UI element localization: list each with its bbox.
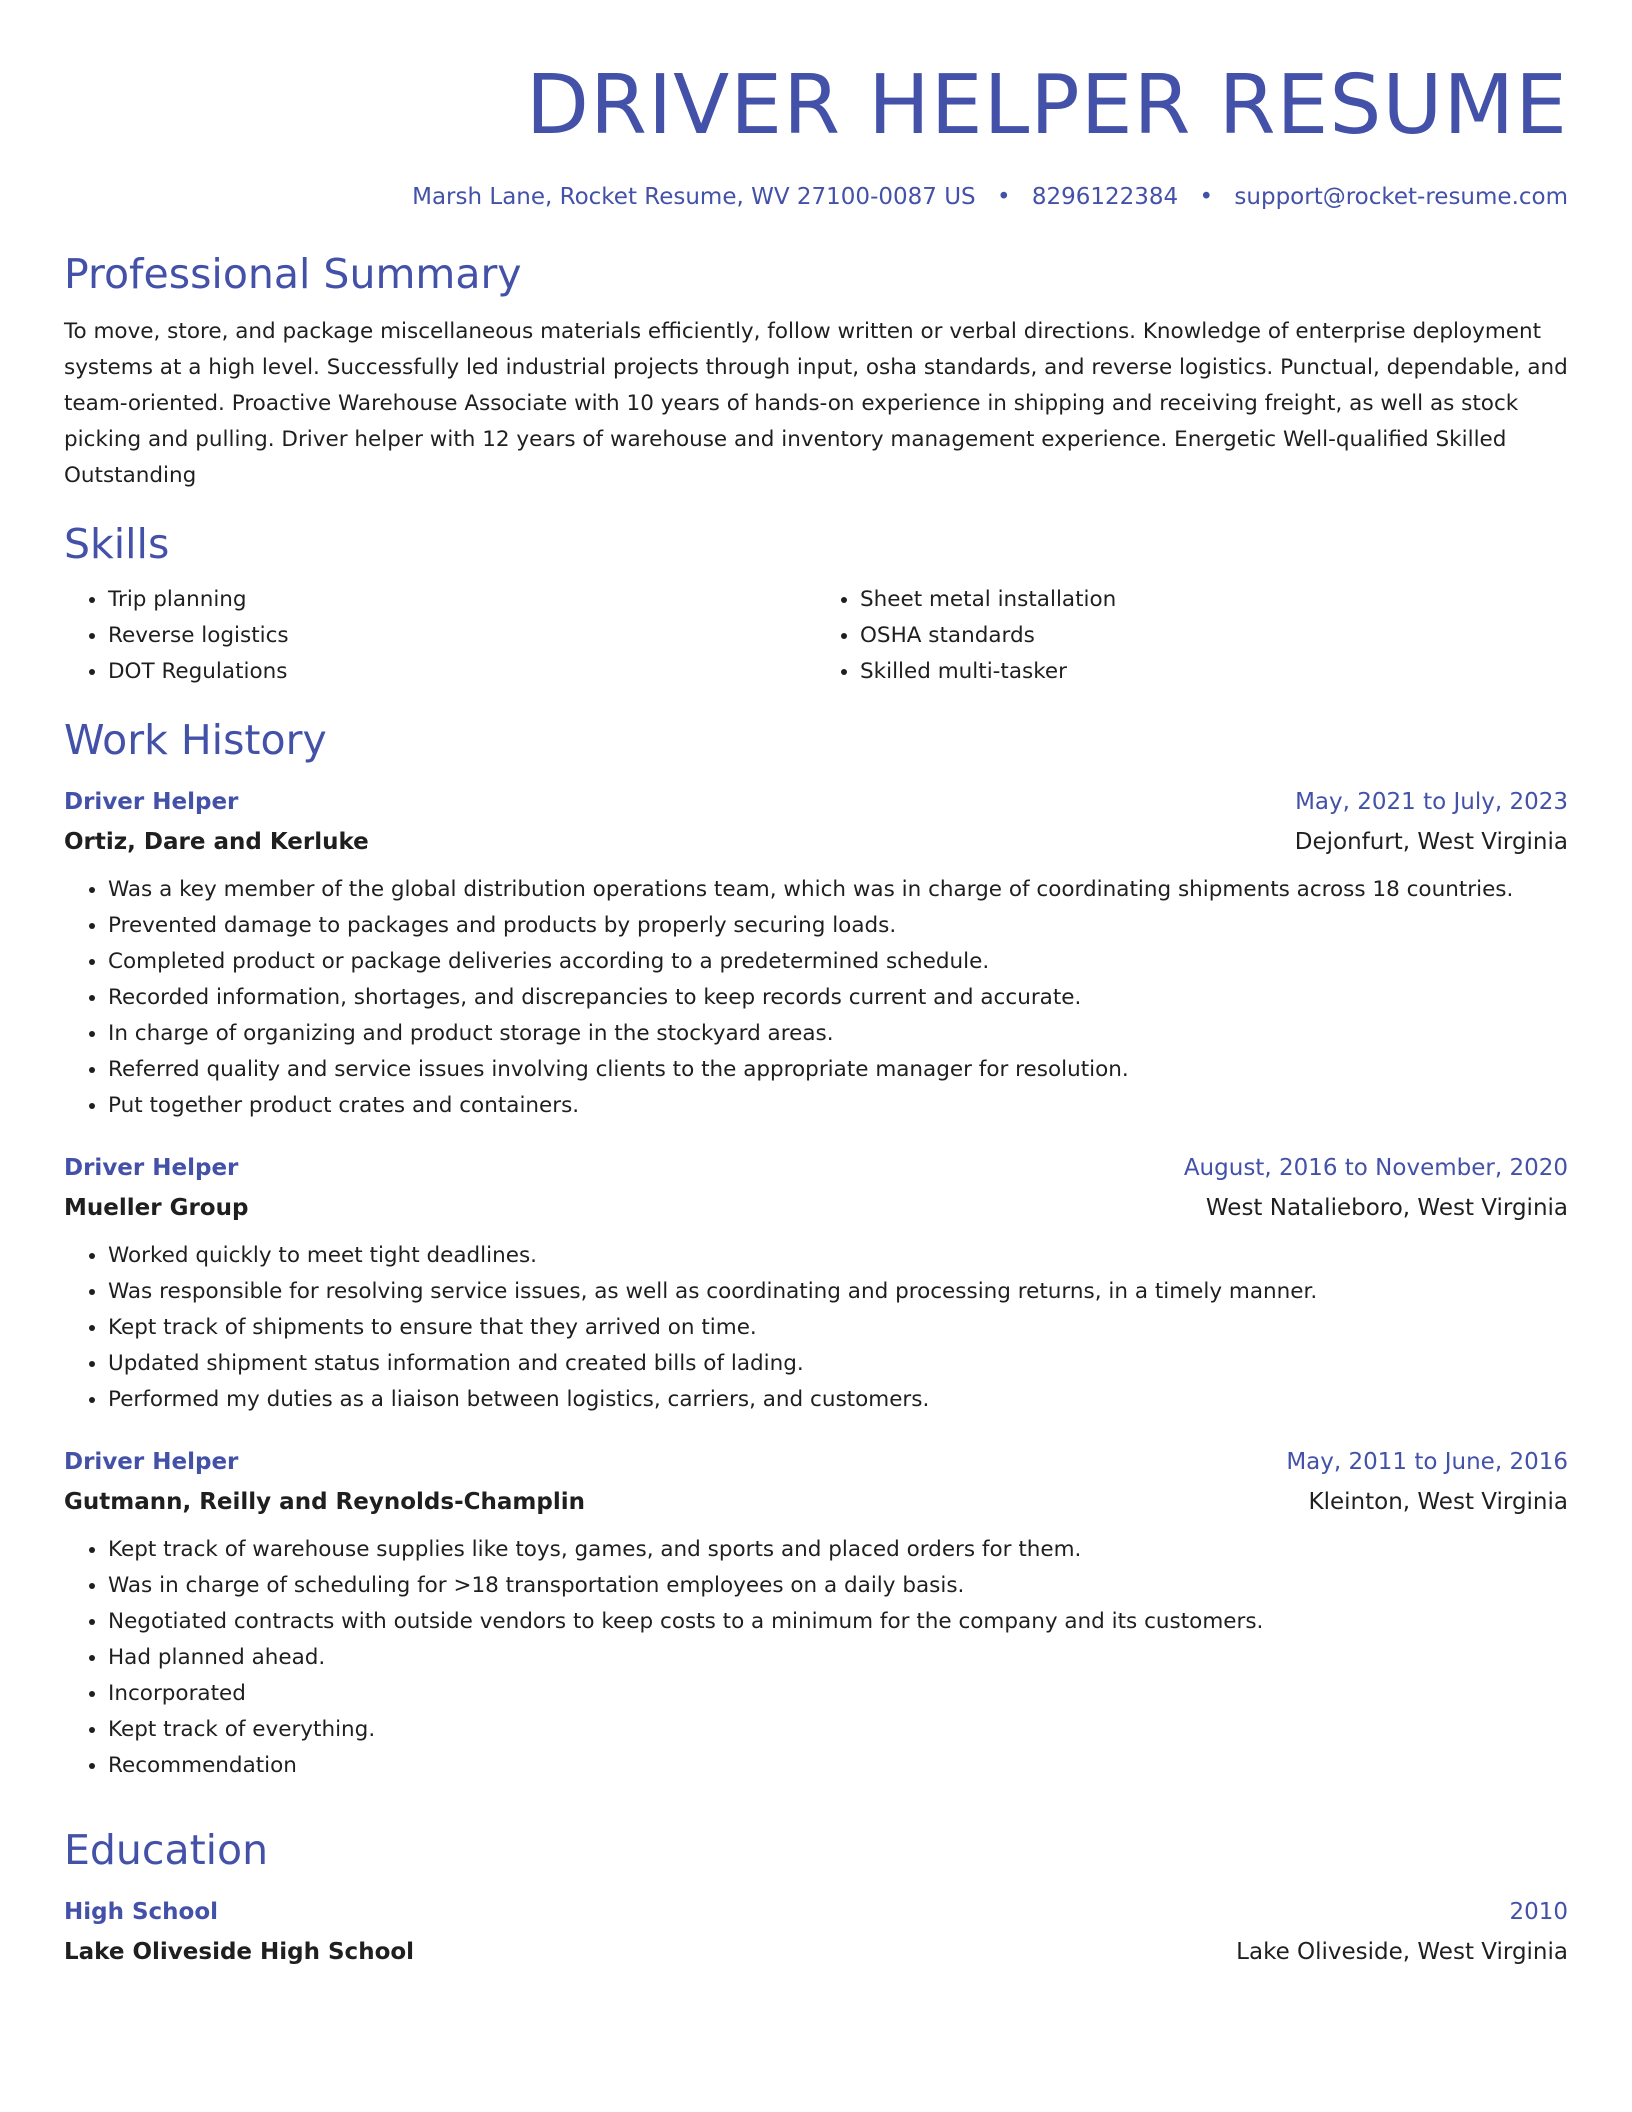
education-entry [64, 1896, 1568, 1968]
job-bullet: • Incorporated [108, 1676, 1568, 1712]
education-degree: High School [64, 1899, 219, 1925]
contact-address: Marsh Lane, Rocket Resume, WV 27100-0087 US [412, 184, 976, 210]
job-bullet: • Negotiated contracts with outside vendors to keep costs to a minimum for the company and its customers. [108, 1604, 1568, 1640]
job-bullet: • Put together product crates and containers. [108, 1088, 1568, 1124]
skill-item: • Trip planning [108, 582, 816, 618]
job-location: Kleinton, West Virginia [1308, 1489, 1568, 1515]
job-bullet: • Was in charge of scheduling for >18 transportation employees on a daily basis. [108, 1568, 1568, 1604]
summary-heading: Professional Summary [64, 250, 522, 298]
job-title: Driver Helper [64, 1449, 239, 1475]
job-company: Mueller Group [64, 1195, 249, 1221]
skill-item: • Reverse logistics [108, 618, 816, 654]
job-bullets [64, 872, 1568, 1124]
education-location: Lake Oliveside, West Virginia [1236, 1939, 1568, 1965]
job-dates: May, 2021 to July, 2023 [1295, 789, 1568, 815]
job-bullet: • Worked quickly to meet tight deadlines. [108, 1238, 1568, 1274]
job-bullet: • Kept track of warehouse supplies like toys, games, and sports and placed orders for them. [108, 1532, 1568, 1568]
skills-column-left [64, 582, 816, 690]
job-bullets [64, 1532, 1568, 1784]
job-dates: May, 2011 to June, 2016 [1286, 1449, 1568, 1475]
job-bullet: • Referred quality and service issues involving clients to the appropriate manager for resolution. [108, 1052, 1568, 1088]
skill-item: • DOT Regulations [108, 654, 816, 690]
education-year: 2010 [1509, 1899, 1568, 1925]
summary-text: To move, store, and package miscellaneous materials efficiently, follow written or verbal directions. Knowledge of enterprise deployment systems at a high level. Successfully led industrial projects through input, osha standards, and reverse logistics. Punctual, dependable, and team-oriented. Proactive Warehouse Associate with 10 years of hands-on experience in shipping and receiving freight, as well as stock picking and pulling. Driver helper with 12 years of warehouse and inventory management experience. Energetic Well-qualified Skilled Outstanding [64, 319, 1568, 488]
contact-phone: 8296122384 [1031, 184, 1179, 210]
job-location: Dejonfurt, West Virginia [1294, 829, 1568, 855]
job-bullet: • Kept track of everything. [108, 1712, 1568, 1748]
job-bullet: • Recommendation [108, 1748, 1568, 1784]
resume-title: DRIVER HELPER RESUME [525, 58, 1568, 153]
skill-item: • Sheet metal installation [860, 582, 1568, 618]
resume-header [64, 58, 1568, 212]
job-company: Ortiz, Dare and Kerluke [64, 829, 369, 855]
skill-item: • Skilled multi-tasker [860, 654, 1568, 690]
contact-email: support@rocket-resume.com [1234, 184, 1568, 210]
job-entry [64, 1152, 1568, 1418]
job-bullet: • Prevented damage to packages and products by properly securing loads. [108, 908, 1568, 944]
job-bullet: • Updated shipment status information and created bills of lading. [108, 1346, 1568, 1382]
skills-heading: Skills [64, 520, 170, 568]
contact-separator: • [1199, 184, 1214, 210]
contact-separator: • [996, 184, 1011, 210]
job-entry [64, 1446, 1568, 1784]
job-bullet: • Performed my duties as a liaison between logistics, carriers, and customers. [108, 1382, 1568, 1418]
job-bullet: • Had planned ahead. [108, 1640, 1568, 1676]
skills-column-right [816, 582, 1568, 690]
job-bullet: • Was responsible for resolving service issues, as well as coordinating and processing returns, in a timely manner. [108, 1274, 1568, 1310]
job-dates: August, 2016 to November, 2020 [1183, 1155, 1568, 1181]
education-school: Lake Oliveside High School [64, 1939, 415, 1965]
work-history-heading: Work History [64, 716, 327, 764]
job-title: Driver Helper [64, 1155, 239, 1181]
job-location: West Natalieboro, West Virginia [1205, 1195, 1568, 1221]
job-bullet: • Was a key member of the global distribution operations team, which was in charge of coordinating shipments across 18 countries. [108, 872, 1568, 908]
job-entry [64, 786, 1568, 1124]
job-bullet: • In charge of organizing and product storage in the stockyard areas. [108, 1016, 1568, 1052]
job-bullet: • Recorded information, shortages, and discrepancies to keep records current and accurate. [108, 980, 1568, 1016]
job-bullets [64, 1238, 1568, 1418]
job-bullet: • Completed product or package deliveries according to a predetermined schedule. [108, 944, 1568, 980]
skills-list [64, 582, 1568, 690]
education-heading: Education [64, 1826, 269, 1874]
job-title: Driver Helper [64, 789, 239, 815]
job-company: Gutmann, Reilly and Reynolds-Champlin [64, 1489, 585, 1515]
contact-line [64, 182, 1568, 212]
job-bullet: • Kept track of shipments to ensure that they arrived on time. [108, 1310, 1568, 1346]
skill-item: • OSHA standards [860, 618, 1568, 654]
